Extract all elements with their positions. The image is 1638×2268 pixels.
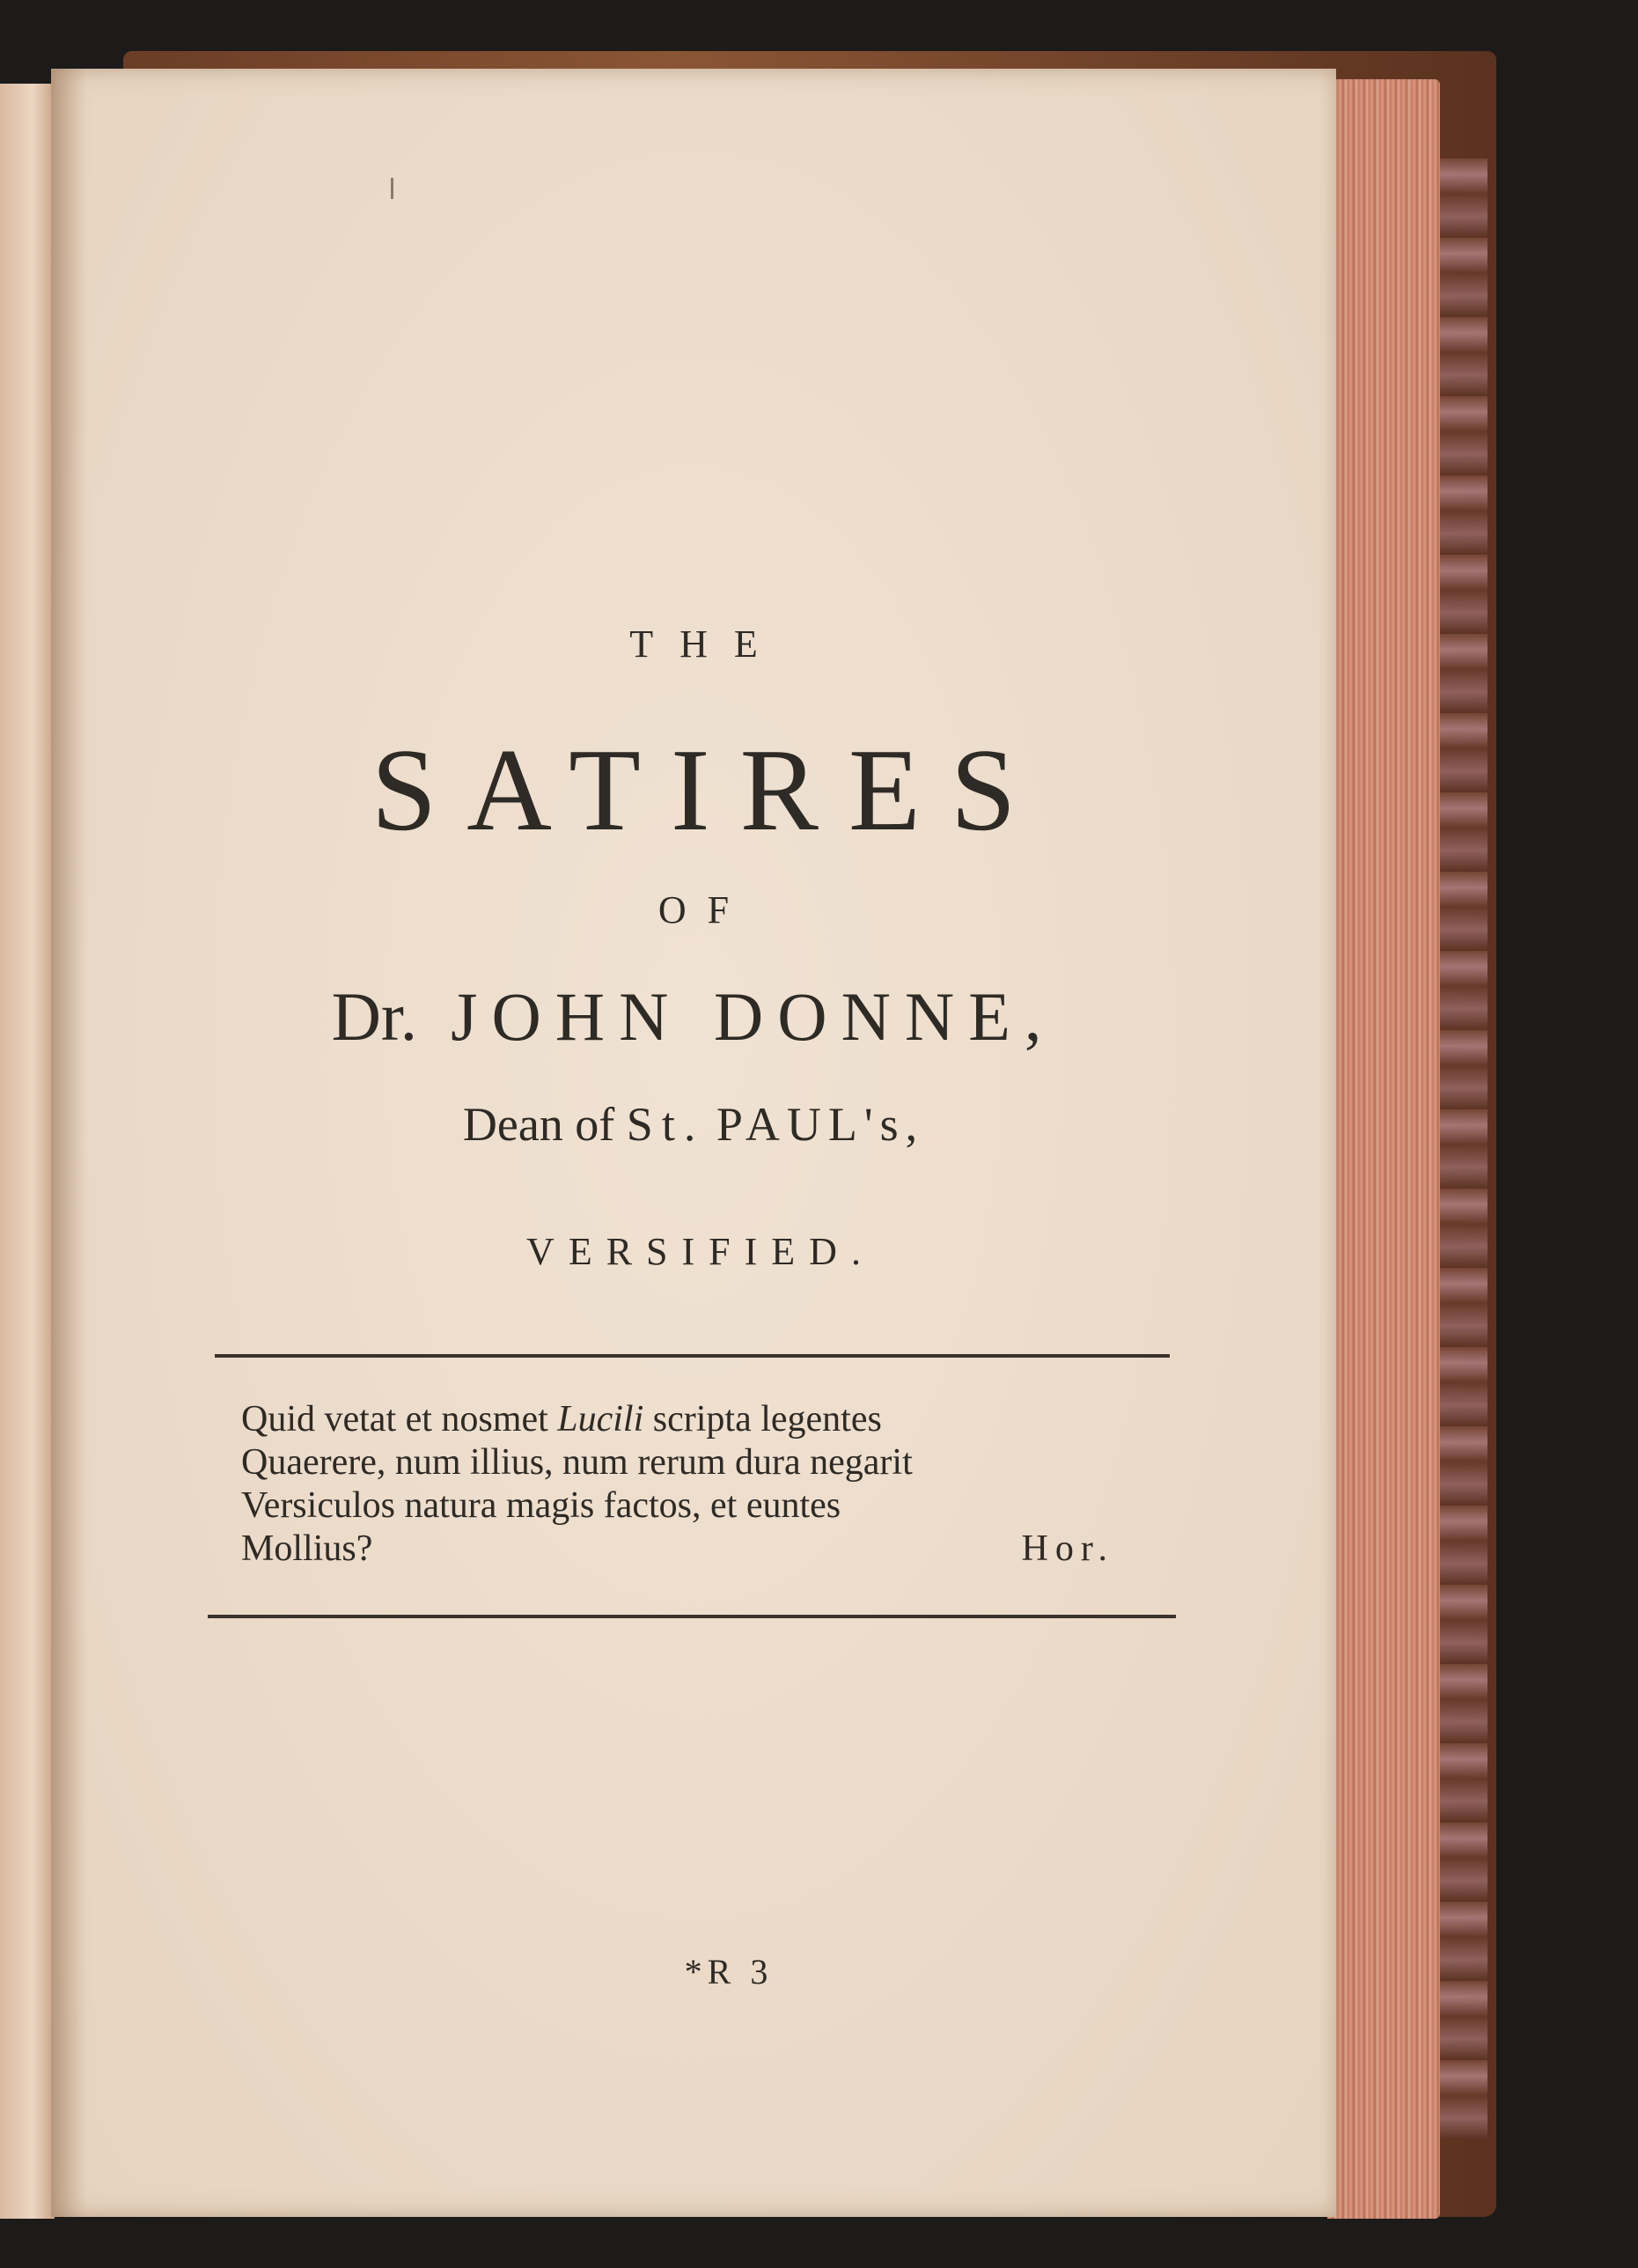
page-edge-stack xyxy=(1327,79,1440,2219)
epigraph-line-2: Quaerere, num illius, num rerum dura negarit xyxy=(241,1442,913,1483)
epigraph-line-3: Versiculos natura magis factos, et euntes xyxy=(241,1485,841,1526)
epigraph-line-1-end: scripta legentes xyxy=(643,1399,882,1440)
dean-paul: PAUL's, xyxy=(716,1098,925,1151)
versified-line: VERSIFIED. xyxy=(526,1230,875,1273)
rule-top xyxy=(215,1354,1170,1358)
signature-mark: *R 3 xyxy=(684,1952,774,1992)
title-page xyxy=(51,69,1336,2217)
ink-mark xyxy=(391,178,393,199)
epigraph-source: Hor. xyxy=(1021,1528,1114,1569)
epigraph-mollius: Mollius? xyxy=(241,1528,373,1569)
left-page-edge xyxy=(0,84,55,2219)
dean-line xyxy=(51,1097,1336,1152)
epigraph xyxy=(241,1398,1139,1571)
dean-st: St. xyxy=(626,1098,705,1151)
epigraph-line-1 xyxy=(241,1398,1139,1441)
author-name: JOHN DONNE, xyxy=(451,978,1056,1055)
rule-bottom xyxy=(208,1615,1176,1618)
title-satires: SATIRES xyxy=(371,725,1047,855)
dean-of: Dean of xyxy=(462,1098,615,1151)
title-of: OF xyxy=(657,888,751,932)
title-the: THE xyxy=(629,622,784,666)
author-line xyxy=(51,977,1336,1057)
epigraph-line-1-start: Quid vetat et nosmet xyxy=(241,1399,558,1440)
epigraph-lucili: Lucili xyxy=(557,1399,644,1440)
epigraph-line-4 xyxy=(241,1528,1139,1571)
author-prefix: Dr. xyxy=(331,978,418,1055)
